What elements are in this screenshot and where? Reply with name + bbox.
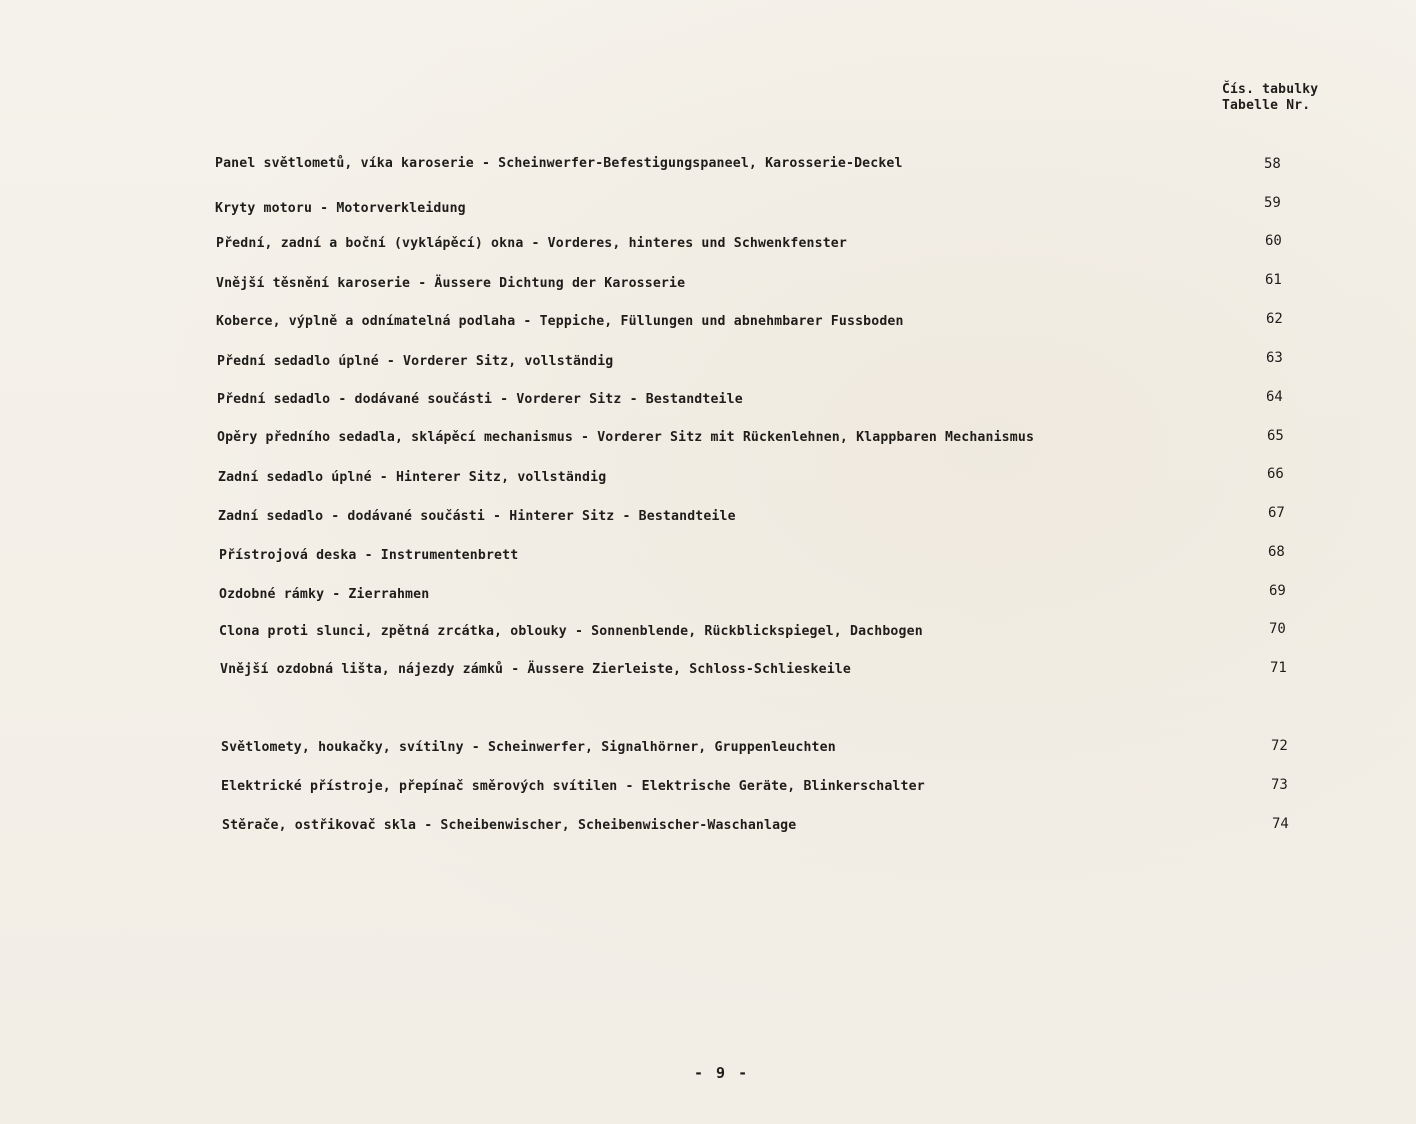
- entry-title: Elektrické přístroje, přepínač směrových svítilen - Elektrische Geräte, Blinkerschalter: [221, 779, 925, 794]
- header-czech: Čís. tabulky: [1222, 82, 1319, 97]
- toc-entry: [0, 583, 1416, 605]
- entry-number: 64: [1266, 389, 1283, 405]
- entry-number: 69: [1269, 583, 1286, 599]
- entry-title: Zadní sedadlo úplné - Hinterer Sitz, vollständig: [218, 470, 607, 485]
- entry-number: 60: [1265, 233, 1282, 249]
- entry-title: Kryty motoru - Motorverkleidung: [215, 201, 466, 216]
- entry-title: Panel světlometů, víka karoserie - Scheinwerfer-Befestigungspaneel, Karosserie-Deckel: [215, 156, 903, 171]
- entry-number: 61: [1265, 272, 1282, 288]
- entry-number: 67: [1268, 505, 1285, 521]
- entry-number: 68: [1268, 544, 1285, 560]
- entry-title: Vnější ozdobná lišta, nájezdy zámků - Äussere Zierleiste, Schloss-Schlieskeile: [220, 662, 851, 677]
- entry-title: Opěry předního sedadla, sklápěcí mechanismus - Vorderer Sitz mit Rückenlehnen, Klappbaren Mechanismus: [217, 430, 1035, 445]
- entry-number: 62: [1266, 311, 1283, 327]
- toc-entry: [0, 621, 1416, 643]
- toc-entry: [0, 505, 1416, 527]
- entry-number: 66: [1267, 466, 1284, 482]
- entry-number: 70: [1269, 621, 1286, 637]
- entry-number: 71: [1270, 660, 1287, 676]
- entry-title: Zadní sedadlo - dodávané součásti - Hinterer Sitz - Bestandteile: [218, 509, 736, 524]
- entry-title: Koberce, výplně a odnímatelná podlaha - Teppiche, Füllungen und abnehmbarer Fussboden: [216, 314, 904, 329]
- toc-entry: [0, 156, 1416, 178]
- entry-number: 59: [1264, 195, 1281, 211]
- toc-entry: [0, 195, 1416, 217]
- header-german: Tabelle Nr.: [1222, 98, 1311, 113]
- entry-title: Stěrače, ostřikovač skla - Scheibenwischer, Scheibenwischer-Waschanlage: [222, 818, 797, 833]
- entry-number: 74: [1272, 816, 1289, 832]
- entry-title: Vnější těsnění karoserie - Äussere Dichtung der Karosserie: [216, 276, 686, 291]
- toc-entry: [0, 311, 1416, 333]
- toc-entry: [0, 544, 1416, 566]
- toc-entry: [0, 233, 1416, 255]
- page-number: - 9 -: [694, 1064, 750, 1082]
- toc-entry: [0, 660, 1416, 682]
- entry-title: Přístrojová deska - Instrumentenbrett: [219, 548, 519, 563]
- entry-title: Přední sedadlo úplné - Vorderer Sitz, vollständig: [217, 354, 614, 369]
- entry-number: 65: [1267, 428, 1284, 444]
- entry-number: 72: [1271, 738, 1288, 754]
- toc-entry: [0, 738, 1416, 760]
- entry-title: Ozdobné rámky - Zierrahmen: [219, 587, 430, 602]
- entry-title: Clona proti slunci, zpětná zrcátka, oblouky - Sonnenblende, Rückblickspiegel, Dachbogen: [219, 624, 923, 639]
- entry-title: Přední sedadlo - dodávané součásti - Vorderer Sitz - Bestandteile: [217, 392, 743, 407]
- entry-number: 73: [1271, 777, 1288, 793]
- toc-entry: [0, 777, 1416, 799]
- toc-entry: [0, 428, 1416, 450]
- entry-number: 63: [1266, 350, 1283, 366]
- toc-entry: [0, 272, 1416, 294]
- toc-entry: [0, 389, 1416, 411]
- toc-entry: [0, 350, 1416, 372]
- toc-entry: [0, 816, 1416, 838]
- toc-entry: [0, 466, 1416, 488]
- entry-number: 58: [1264, 156, 1281, 172]
- table-number-header: [1222, 82, 1318, 114]
- entry-title: Světlomety, houkačky, svítilny - Scheinwerfer, Signalhörner, Gruppenleuchten: [221, 740, 836, 755]
- entry-title: Přední, zadní a boční (vyklápěcí) okna - Vorderes, hinteres und Schwenkfenster: [216, 236, 847, 251]
